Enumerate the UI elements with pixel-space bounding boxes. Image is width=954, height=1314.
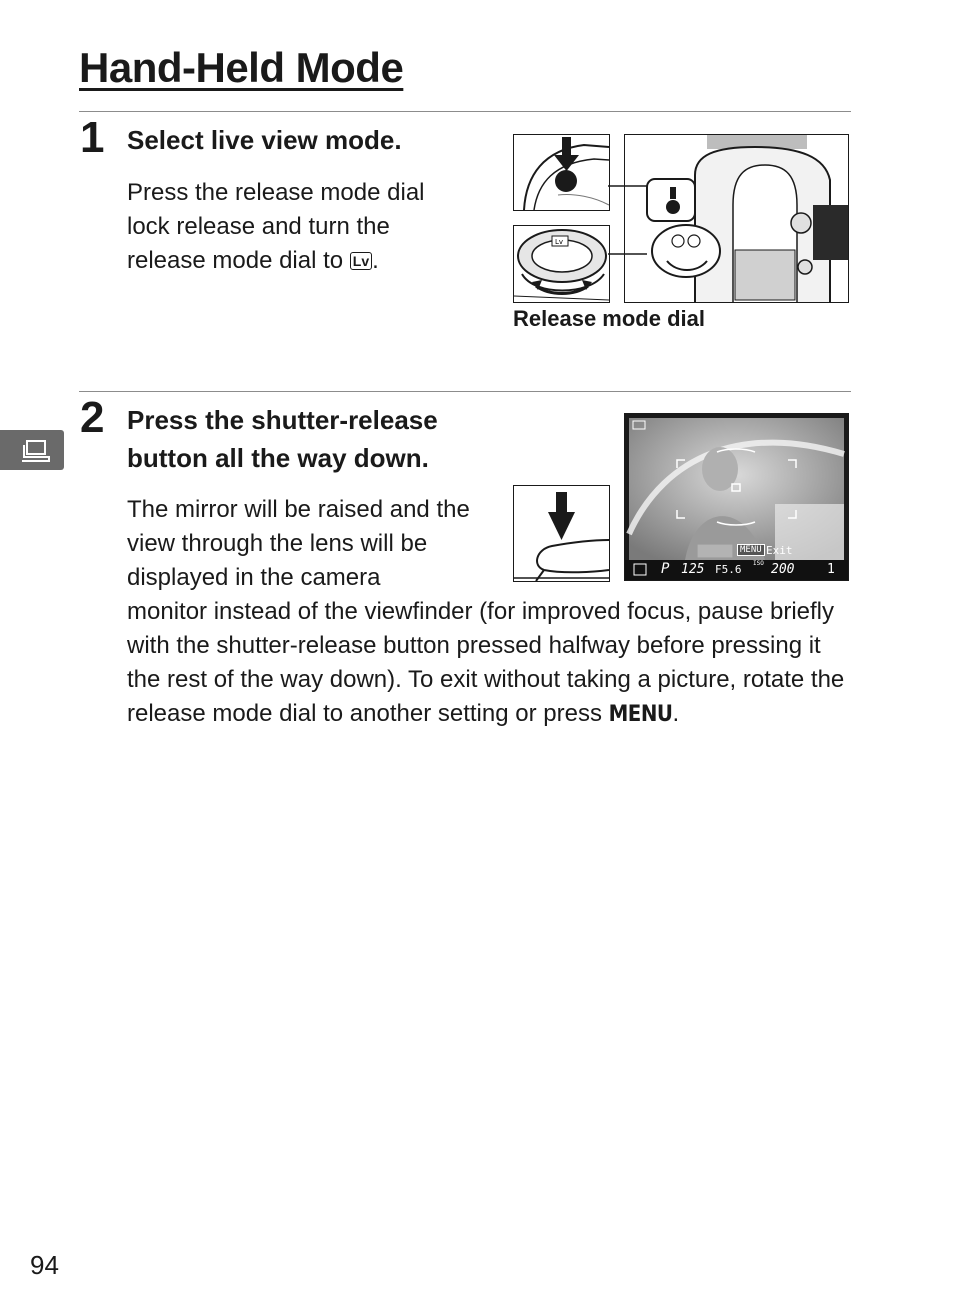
shutter-press-arrow-icon xyxy=(548,492,575,540)
live-view-glyph: Lv xyxy=(350,252,372,270)
release-lock-closeup-figure xyxy=(513,134,610,211)
step-1-body xyxy=(127,176,467,278)
chapter-tab xyxy=(0,430,64,470)
section-divider xyxy=(79,111,851,112)
figure-caption: Release mode dial xyxy=(513,306,705,331)
step-2-heading-line-1: Press the shutter-release xyxy=(127,405,438,435)
step-2-body-wrapped: The mirror will be raised and the view through the lens will be displayed in the camera xyxy=(127,496,470,591)
lcd-iso-label: ISO xyxy=(753,560,764,567)
step-1-body-text: Press the release mode dial lock release and turn the release mode dial to xyxy=(127,179,425,274)
lcd-iso: 200 xyxy=(771,562,795,577)
step-2-number: 2 xyxy=(80,393,105,442)
callout-lines xyxy=(605,180,650,260)
camera-top-view-figure xyxy=(624,134,849,303)
lcd-frames: 1 xyxy=(827,562,835,577)
step-1-heading: Select live view mode. xyxy=(127,125,402,155)
step-1-body-end: . xyxy=(372,247,379,274)
lcd-exit-label: Exit xyxy=(766,544,793,557)
shutter-press-figure xyxy=(513,485,610,582)
step-2-heading xyxy=(127,401,438,477)
release-dial-closeup-figure xyxy=(513,225,610,303)
lcd-aperture: F5.6 xyxy=(715,563,742,576)
menu-glyph: MENU xyxy=(608,702,673,727)
lcd-shutter: 125 xyxy=(681,562,705,577)
page-number: 94 xyxy=(30,1250,59,1280)
section-divider xyxy=(79,391,851,392)
step-2-body-text: monitor instead of the viewfinder (for improved focus, pause briefly with the shutter-release button pressed halfway before pressing it the rest of the way down). To exit without taking a picture, rotate the release mode dial to another setting or press xyxy=(127,598,845,727)
lcd-mode: P xyxy=(661,561,670,577)
step-2-heading-line-2: button all the way down. xyxy=(127,443,429,473)
step-1-number: 1 xyxy=(80,113,105,162)
page-title: Hand-Held Mode xyxy=(79,44,404,91)
side-tab-live-view-icon xyxy=(0,430,64,470)
release-lock-arrow-icon xyxy=(554,137,579,171)
step-2-body xyxy=(127,595,857,732)
lcd-menu-label: MENU xyxy=(737,544,765,556)
svg-text:Lv: Lv xyxy=(555,238,564,246)
live-view-monitor-figure xyxy=(624,413,849,581)
step-2-body-end: . xyxy=(672,700,680,727)
